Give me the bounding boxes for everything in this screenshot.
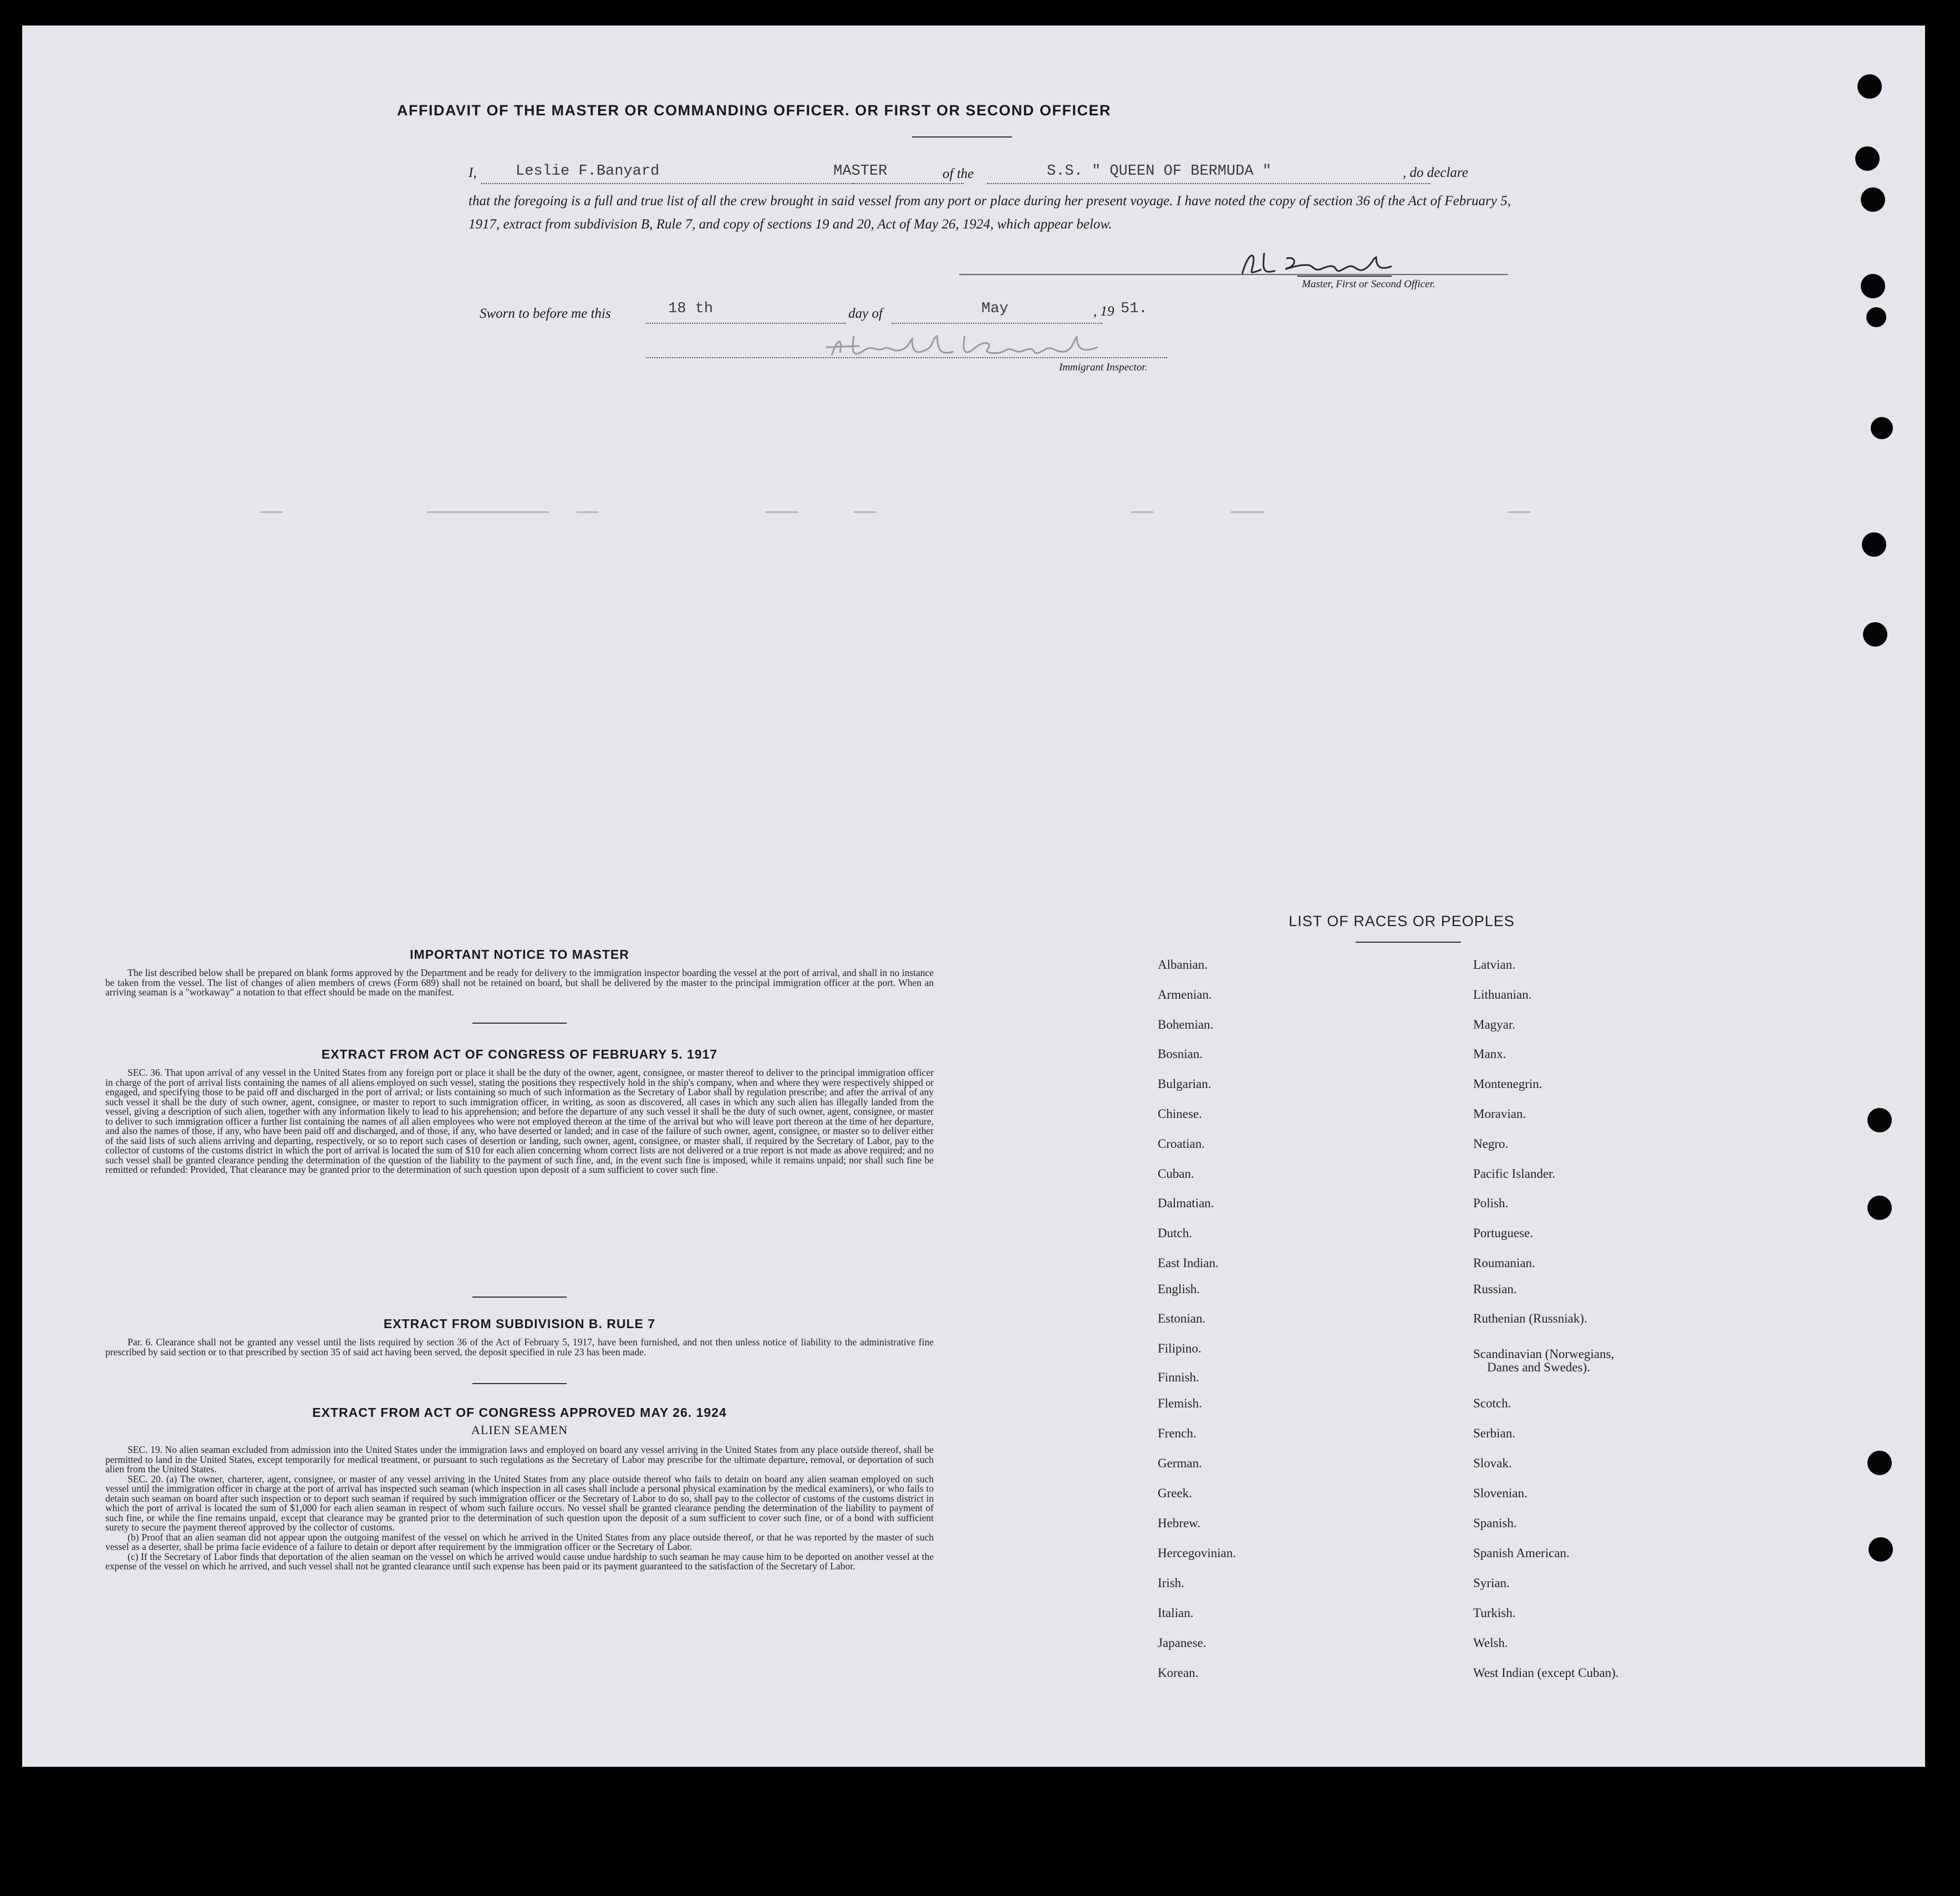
extract-1917-title: EXTRACT FROM ACT OF CONGRESS OF FEBRUARY 5. 1917 [321,1047,718,1061]
month-line [892,323,1102,324]
race-item: Manx. [1473,1047,1506,1061]
binder-hole [1855,146,1880,171]
race-item: Dutch. [1158,1226,1192,1240]
race-item: East Indian. [1158,1256,1219,1270]
of-the-label: of the [943,166,974,181]
inspector-caption: Immigrant Inspector. [1059,362,1148,373]
sec-20c-paragraph: (c) If the Secretary of Labor finds that deportation of the alien seaman on the vessel on which he arrived would cause undue hardship to such seaman he may cause him to be deported on another vessel at the expense of the vessel on which he arrived, and such vessel shall not be granted clearance until such expense has been paid or its payment guaranteed to the satisfaction of the Secretary of Labor. [105,1551,934,1572]
race-item: Cuban. [1158,1167,1194,1181]
sec-20b-paragraph: (b) Proof that an alien seaman did not appear upon the outgoing manifest of the vessel on which he arrived in the United States from any place outside thereof, or that he was reported by the master of such vessel as a deserter, shall be prima facie evidence of a failure to detain or deport after requirement by the immigration officer or the Secretary of Labor. [105,1531,934,1552]
race-item: Danes and Swedes). [1487,1360,1590,1374]
year-suffix: 51. [1121,301,1148,317]
binder-hole [1862,532,1886,557]
race-item: Spanish American. [1473,1546,1570,1560]
binder-hole [1867,1196,1892,1220]
document-page [22,26,1925,1767]
race-item: English. [1158,1282,1200,1296]
race-item: Roumanian. [1473,1256,1535,1270]
race-item: Greek. [1158,1486,1192,1500]
extract-1924-text [105,1445,934,1572]
year-prefix: , 19 [1093,304,1114,319]
races-title-underline [1356,942,1461,943]
race-item: Slovak. [1473,1456,1512,1470]
race-item: Turkish. [1473,1606,1516,1620]
day-of-label: day of [848,306,883,321]
extract-1917-text: SEC. 36. That upon arrival of any vessel in the United States from any foreign port or place it shall be the duty of the owner, agent, consignee, or master thereof to deliver to the principal immigration officer in charge of the port of arrival lists containing the names of all aliens employed on such vessel, stating the positions they respectively hold in the ship's company, when and where they were respectively shipped or engaged, and specifying those to be paid off and discharged in the port of arrival; or lists containing so much of such information as the Secretary of Labor shall by regulation prescribe; and after the arrival of any such vessel it shall be the duty of such owner, agent, consignee, or master to report to such immigration officer, in writing, as soon as discovered, all cases in which any such alien has illegally landed from the vessel, giving a description of such alien, together with any information likely to lead to his apprehension; and before the departure of any such vessel it shall be the duty of such owner, agent, consignee, or master to deliver to such immigration officer a further list containing the names of all alien employees who were not employed thereon at the time of the arrival but who will leave port thereon at the time of her departure, and also the names of those, if any, who have been paid off and discharged, and of those, if any, who have deserted or landed; and in case of the failure of such owner, agent, consignee, or master so to deliver either of the said lists of such aliens arriving and departing, respectively, or so to report such cases of desertion or landing, such owner, agent, consignee, or master shall, if required by the Secretary of Labor, pay to the collector of customs of the customs district in which the port of arrival is located the sum of $10 for each alien concerning whom correct lists are not delivered or a true report is not made as above required; and no such vessel shall be granted clearance pending the determination of the question of the liability to the payment of such fine, and, in the event such fine is imposed, while it remains unpaid; nor shall such fine be remitted or refunded: Provided, That clearance may be granted prior to the determination of such question upon deposit of a sum sufficient to cover such fine. [105,1067,934,1175]
show-through-mark [1131,511,1153,513]
race-item: Croatian. [1158,1137,1205,1151]
show-through-mark [854,511,876,513]
race-item: Polish. [1473,1196,1509,1210]
notice-text: The list described below shall be prepared on blank forms approved by the Department and be ready for delivery to the immigration inspector boarding the vessel at the port of arrival, and shall in no instance be taken from the vessel. The list of changes of alien members of crews (Form 689) shall not be retained on board, but shall be delivered by the master to the principal immigration officer at the port. When an arriving seaman is a "workaway" a notation to that effect should be made on the manifest. [105,967,934,998]
sec-19-paragraph: SEC. 19. No alien seaman excluded from admission into the United States under the immigration laws and employed on board any vessel arriving in the United States from any place outside thereof, shall be permitted to land in the United States, except temporarily for medical treatment, or pursuant to such regulations as the Secretary of Labor may prescribe for the ultimate departure, removal, or deportation of such alien from the United States. [105,1444,934,1475]
do-declare-label: , do declare [1403,165,1468,180]
race-item: Hercegovinian. [1158,1546,1236,1560]
race-item: Spanish. [1473,1516,1517,1530]
race-item: West Indian (except Cuban). [1473,1666,1619,1680]
race-item: Russian. [1473,1282,1517,1296]
race-item: Slovenian. [1473,1486,1528,1500]
race-item: Serbian. [1473,1426,1516,1440]
binder-hole [1863,622,1887,647]
race-item: Dalmatian. [1158,1196,1214,1210]
master-rank: MASTER [833,163,888,180]
show-through-mark [1508,511,1530,513]
extract-1924-title: EXTRACT FROM ACT OF CONGRESS APPROVED MAY 26. 1924 [312,1405,727,1420]
race-item: Negro. [1473,1137,1509,1151]
race-item: Montenegrin. [1473,1077,1542,1091]
vessel-line [987,183,1430,184]
binder-hole [1867,1108,1892,1132]
alien-seamen-subtitle: ALIEN SEAMEN [471,1423,568,1437]
section-divider [472,1023,567,1024]
race-item: Bosnian. [1158,1047,1203,1061]
title-underline [912,136,1012,138]
race-item: Irish. [1158,1576,1184,1590]
sworn-day: 18 th [668,301,714,317]
rank-line [853,183,964,184]
master-signature-line [959,274,1508,275]
race-item: Italian. [1158,1606,1194,1620]
binder-hole [1871,417,1893,439]
inspector-signature-line [646,357,1167,358]
sworn-month: May [981,301,1009,317]
race-item: Bohemian. [1158,1018,1214,1031]
race-item: Chinese. [1158,1107,1202,1121]
show-through-mark [427,511,549,513]
race-item: Portuguese. [1473,1226,1533,1240]
race-item: Scotch. [1473,1396,1511,1410]
race-item: Finnish. [1158,1370,1199,1384]
race-item: Ruthenian (Russniak). [1473,1312,1587,1325]
master-name: Leslie F.Banyard [516,163,660,180]
show-through-mark [765,511,798,513]
race-item: Albanian. [1158,958,1208,972]
day-line [646,323,846,324]
race-item: Bulgarian. [1158,1077,1211,1091]
race-item: Korean. [1158,1666,1199,1680]
race-item: Flemish. [1158,1396,1202,1410]
binder-hole [1861,274,1885,298]
race-item: French. [1158,1426,1197,1440]
show-through-mark [1231,511,1264,513]
extract-rule7-title: EXTRACT FROM SUBDIVISION B. RULE 7 [383,1316,656,1331]
show-through-mark [261,511,283,513]
sworn-label: Sworn to before me this [480,306,611,321]
extract-rule7-text: Par. 6. Clearance shall not be granted any vessel until the lists required by section 36 of the Act of February 5, 1917, have been furnished, and not then unless notice of liability to the administrative fine prescribed by said section or to that prescribed by section 35 of said act having been served, the deposit specified in rule 23 has been made. [105,1336,934,1358]
section-divider [472,1383,567,1384]
race-item: Filipino. [1158,1341,1202,1355]
race-item: Estonian. [1158,1312,1206,1325]
name-line [481,183,853,184]
race-item: Hebrew. [1158,1516,1201,1530]
affidavit-title: AFFIDAVIT OF THE MASTER OR COMMANDING OFFICER. OR FIRST OR SECOND OFFICER [397,102,1111,119]
master-caption: Master, First or Second Officer. [1302,278,1435,290]
race-item: Syrian. [1473,1576,1510,1590]
binder-hole [1861,187,1885,212]
race-item: Lithuanian. [1473,988,1532,1002]
race-item: Welsh. [1473,1636,1508,1650]
race-item: Armenian. [1158,988,1212,1002]
show-through-mark [577,511,599,513]
race-item: Pacific Islander. [1473,1167,1556,1181]
binder-hole [1857,74,1882,99]
race-item: Magyar. [1473,1018,1516,1031]
notice-title: IMPORTANT NOTICE TO MASTER [410,947,629,962]
sec-20a-paragraph: SEC. 20. (a) The owner, charterer, agent, consignee, or master of any vessel arriving in the United States from any place outside thereof who fails to detain on board any alien seaman employed on such vessel until the immigration officer in charge at the port of arrival has inspected such seaman (which inspection in all cases shall include a personal physical examination by the medical examiners), or who fails to detain such seaman on board after such inspection or to deport such seaman if required by such immigration officer or the Secretary of Labor to do so, shall pay to the collector of customs of the customs district in which the port of arrival is located the sum of $1,000 for each alien seaman in respect of whom such failure occurs. No vessel shall be granted clearance pending the determination of the liability to payment of such fine, or while the fine remains unpaid, except that clearance may be granted prior to the determination of such question upon the deposit of a sum sufficient to cover such fine, or of a bond with sufficient surety to secure the payment thereof approved by the collector of customs. [105,1473,934,1533]
declaration-text: that the foregoing is a full and true list of all the crew brought in said vessel from any port or place during her present voyage. I have noted the copy of section 36 of the Act of February 5, 1917, extract from subdivision B, Rule 7, and copy of sections 19 and 20, Act of May 26, 1924, which appear below. [469,194,1511,232]
race-item: Latvian. [1473,958,1515,972]
vessel-name: S.S. " QUEEN OF BERMUDA " [1047,163,1272,180]
race-item: Japanese. [1158,1636,1206,1650]
i-label: I, [469,165,477,180]
binder-hole [1867,1451,1892,1475]
binder-hole [1869,1537,1893,1562]
race-item: Moravian. [1473,1107,1526,1121]
race-item: German. [1158,1456,1202,1470]
section-divider [472,1297,567,1298]
race-item: Scandinavian (Norwegians, [1473,1347,1615,1361]
binder-hole [1866,307,1886,327]
races-title: LIST OF RACES OR PEOPLES [1289,913,1515,929]
